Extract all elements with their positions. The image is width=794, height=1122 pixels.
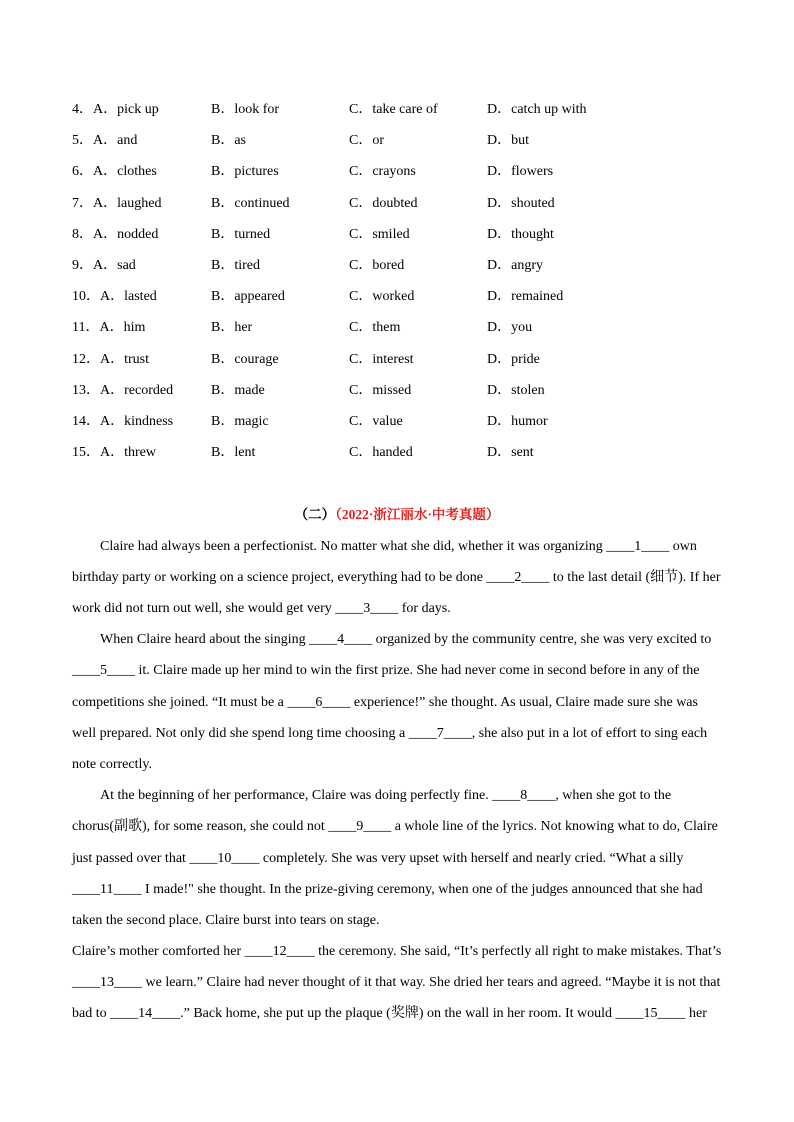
- option-text: recorded: [124, 382, 174, 398]
- option-text: appeared: [234, 289, 285, 305]
- option-label: A．: [100, 413, 125, 429]
- question-15-option-c: [349, 437, 487, 468]
- option-label: B．: [211, 289, 235, 305]
- question-6-option-d: [487, 156, 722, 187]
- passage-line: ____11____ I made!" she thought. In the prize-giving ceremony, when one of the judges announced that she had: [72, 881, 703, 897]
- option-text: catch up with: [511, 102, 587, 117]
- question-5-row: [72, 125, 722, 156]
- option-label: B．: [211, 351, 235, 367]
- option-label: D．: [487, 226, 512, 242]
- paragraph-3: [72, 780, 722, 936]
- option-text: sad: [117, 257, 136, 273]
- option-label: D．: [487, 289, 512, 305]
- option-label: C．: [349, 382, 373, 398]
- question-7-row: [72, 188, 722, 219]
- option-text: doubted: [372, 195, 418, 211]
- passage-line: chorus(副歌), for some reason, she could not ____9____ a whole line of the lyrics. Not knowing what to do, Claire: [72, 819, 718, 835]
- question-14-option-c: [349, 406, 487, 437]
- question-8-option-c: [349, 219, 487, 250]
- option-label: A．: [93, 102, 118, 117]
- option-label: B．: [211, 382, 235, 398]
- question-9-option-d: [487, 250, 722, 281]
- section-spacer: [72, 468, 722, 499]
- question-12-option-a: [72, 344, 211, 375]
- option-label: D．: [487, 445, 512, 461]
- question-8-row: [72, 219, 722, 250]
- option-label: D．: [487, 320, 512, 336]
- passage: [72, 531, 722, 1030]
- option-text: lent: [234, 445, 256, 461]
- option-text: them: [372, 320, 401, 336]
- question-14-option-a: [72, 406, 211, 437]
- question-number: 9．: [72, 257, 93, 273]
- option-label: C．: [349, 351, 373, 367]
- question-11-option-c: [349, 312, 487, 343]
- option-text: remained: [511, 289, 564, 305]
- option-text: courage: [234, 351, 279, 367]
- option-text: stolen: [511, 382, 545, 398]
- option-label: A．: [93, 226, 118, 242]
- option-label: C．: [349, 133, 373, 149]
- question-6-option-c: [349, 156, 487, 187]
- passage-line: ____13____ we learn.” Claire had never thought of it that way. She dried her tears and agreed. “Maybe it is not that: [72, 975, 721, 991]
- option-text: continued: [234, 195, 290, 211]
- option-text: lasted: [124, 289, 157, 305]
- question-8-option-b: [211, 219, 349, 250]
- option-text: pictures: [234, 164, 279, 180]
- passage-line: competitions she joined. “It must be a ____6____ experience!” she thought. As usual, Claire made sure she was: [72, 694, 698, 710]
- option-label: A．: [100, 445, 125, 461]
- question-number: 4．: [72, 102, 93, 117]
- passage-line: Claire had always been a perfectionist. No matter what she did, whether it was organizing ____1____ own: [100, 538, 697, 554]
- question-13-option-b: [211, 375, 349, 406]
- question-14-option-b: [211, 406, 349, 437]
- question-4-option-b: [211, 94, 349, 125]
- passage-line: taken the second place. Claire burst into tears on stage.: [72, 912, 380, 928]
- option-text: nodded: [117, 226, 159, 242]
- question-9-option-a: [72, 250, 211, 281]
- option-text: look for: [234, 102, 280, 117]
- options-list: [72, 94, 722, 468]
- option-text: trust: [124, 351, 150, 367]
- option-label: D．: [487, 195, 512, 211]
- question-number: 11．: [72, 320, 100, 336]
- option-label: A．: [99, 320, 124, 336]
- option-label: B．: [211, 133, 235, 149]
- option-label: B．: [211, 226, 235, 242]
- option-text: humor: [511, 413, 548, 429]
- passage-line: bad to ____14____.” Back home, she put up the plaque (奖牌) on the wall in her room. It would ____15____ her: [72, 1006, 707, 1022]
- option-label: B．: [211, 164, 235, 180]
- option-text: crayons: [372, 164, 416, 180]
- question-7-option-c: [349, 188, 487, 219]
- question-number: 10．: [72, 289, 100, 305]
- question-6-option-a: [72, 156, 211, 187]
- option-label: C．: [349, 195, 373, 211]
- option-text: take care of: [372, 102, 438, 117]
- option-label: A．: [93, 133, 118, 149]
- option-label: C．: [349, 289, 373, 305]
- question-number: 6．: [72, 164, 93, 180]
- option-label: A．: [93, 195, 118, 211]
- option-label: D．: [487, 164, 512, 180]
- question-15-option-d: [487, 437, 722, 468]
- question-13-option-c: [349, 375, 487, 406]
- paragraph-1: [72, 531, 722, 625]
- question-5-option-a: [72, 125, 211, 156]
- question-11-row: [72, 312, 722, 343]
- question-13-row: [72, 375, 722, 406]
- option-text: interest: [372, 351, 414, 367]
- question-12-option-c: [349, 344, 487, 375]
- option-text: value: [372, 413, 403, 429]
- question-4-row: [72, 94, 722, 125]
- option-label: B．: [211, 257, 235, 273]
- question-4-option-a: [72, 94, 211, 125]
- question-5-option-d: [487, 125, 722, 156]
- passage-line: birthday party or working on a science project, everything had to be done ____2____ to the last detail (细节). If her: [72, 569, 721, 585]
- option-text: magic: [234, 413, 269, 429]
- option-text: tired: [234, 257, 260, 273]
- option-text: made: [234, 382, 265, 398]
- option-label: B．: [211, 445, 235, 461]
- section-number: （二）: [294, 507, 336, 523]
- question-11-option-d: [487, 312, 722, 343]
- option-label: C．: [349, 164, 373, 180]
- question-12-option-d: [487, 344, 722, 375]
- option-text: and: [117, 133, 138, 149]
- section-heading: [72, 499, 722, 530]
- question-8-option-d: [487, 219, 722, 250]
- option-label: D．: [487, 133, 512, 149]
- passage-line: note correctly.: [72, 756, 152, 772]
- option-label: D．: [487, 413, 512, 429]
- question-11-option-b: [211, 312, 349, 343]
- question-14-option-d: [487, 406, 722, 437]
- option-text: turned: [234, 226, 271, 242]
- option-text: worked: [372, 289, 415, 305]
- option-label: C．: [349, 445, 373, 461]
- option-text: sent: [511, 445, 534, 461]
- option-text: pick up: [117, 102, 159, 117]
- option-label: A．: [93, 257, 118, 273]
- option-text: angry: [511, 257, 544, 273]
- option-text: kindness: [124, 413, 174, 429]
- question-4-option-d: [487, 94, 722, 125]
- option-text: her: [234, 320, 253, 336]
- page-content: [72, 94, 722, 1030]
- option-label: D．: [487, 257, 512, 273]
- option-text: or: [372, 133, 385, 149]
- option-text: bored: [372, 257, 405, 273]
- question-5-option-b: [211, 125, 349, 156]
- option-text: shouted: [511, 195, 555, 211]
- question-10-option-c: [349, 281, 487, 312]
- option-label: A．: [93, 164, 118, 180]
- option-label: C．: [349, 102, 373, 117]
- section-source: （2022·浙江丽水·中考真题）: [335, 507, 500, 523]
- option-label: A．: [100, 382, 125, 398]
- option-label: A．: [100, 289, 125, 305]
- option-text: him: [123, 320, 146, 336]
- question-number: 14．: [72, 413, 100, 429]
- question-10-option-a: [72, 281, 211, 312]
- option-text: flowers: [511, 164, 554, 180]
- question-12-option-b: [211, 344, 349, 375]
- question-number: 5．: [72, 133, 93, 149]
- option-label: B．: [211, 413, 235, 429]
- option-label: D．: [487, 102, 512, 117]
- question-7-option-d: [487, 188, 722, 219]
- question-11-option-a: [72, 312, 211, 343]
- question-14-row: [72, 406, 722, 437]
- option-text: as: [234, 133, 247, 149]
- option-label: A．: [100, 351, 125, 367]
- passage-line: just passed over that ____10____ completely. She was very upset with herself and nearly cried. “What a silly: [72, 850, 684, 866]
- passage-line: When Claire heard about the singing ____4____ organized by the community centre, she was very excited to: [100, 632, 712, 648]
- option-text: clothes: [117, 164, 157, 180]
- question-10-option-b: [211, 281, 349, 312]
- passage-line: ____5____ it. Claire made up her mind to win the first prize. She had never come in second before in any of the: [72, 663, 700, 679]
- option-text: thought: [511, 226, 554, 242]
- question-7-option-b: [211, 188, 349, 219]
- question-13-option-a: [72, 375, 211, 406]
- option-label: B．: [211, 195, 235, 211]
- question-15-option-a: [72, 437, 211, 468]
- option-text: but: [511, 133, 530, 149]
- option-text: pride: [511, 351, 540, 367]
- question-9-row: [72, 250, 722, 281]
- option-text: handed: [372, 445, 413, 461]
- question-5-option-c: [349, 125, 487, 156]
- question-number: 12．: [72, 351, 100, 367]
- passage-line: work did not turn out well, she would get very ____3____ for days.: [72, 601, 451, 616]
- question-number: 13．: [72, 382, 100, 398]
- question-4-option-c: [349, 94, 487, 125]
- question-6-option-b: [211, 156, 349, 187]
- question-number: 7．: [72, 195, 93, 211]
- paragraph-2: [72, 624, 722, 780]
- passage-line: Claire’s mother comforted her ____12____ the ceremony. She said, “It’s perfectly all right to make mistakes. That’s: [72, 944, 722, 960]
- option-label: C．: [349, 257, 373, 273]
- passage-line: At the beginning of her performance, Claire was doing perfectly fine. ____8____, when she got to the: [100, 788, 672, 804]
- passage-line: well prepared. Not only did she spend long time choosing a ____7____, she also put in a lot of effort to sing each: [72, 725, 708, 741]
- option-text: threw: [124, 445, 157, 461]
- option-label: B．: [211, 320, 235, 336]
- option-label: D．: [487, 351, 512, 367]
- question-12-row: [72, 344, 722, 375]
- option-text: smiled: [372, 226, 410, 242]
- option-label: C．: [349, 320, 373, 336]
- question-10-row: [72, 281, 722, 312]
- question-8-option-a: [72, 219, 211, 250]
- option-text: you: [511, 320, 533, 336]
- question-7-option-a: [72, 188, 211, 219]
- option-text: laughed: [117, 195, 162, 211]
- question-6-row: [72, 156, 722, 187]
- question-15-row: [72, 437, 722, 468]
- paragraph-4: [72, 936, 722, 1030]
- question-9-option-c: [349, 250, 487, 281]
- option-label: C．: [349, 226, 373, 242]
- option-text: missed: [372, 382, 412, 398]
- question-13-option-d: [487, 375, 722, 406]
- question-10-option-d: [487, 281, 722, 312]
- option-label: D．: [487, 382, 512, 398]
- question-9-option-b: [211, 250, 349, 281]
- option-label: B．: [211, 102, 235, 117]
- question-number: 15．: [72, 445, 100, 461]
- question-15-option-b: [211, 437, 349, 468]
- question-number: 8．: [72, 226, 93, 242]
- option-label: C．: [349, 413, 373, 429]
